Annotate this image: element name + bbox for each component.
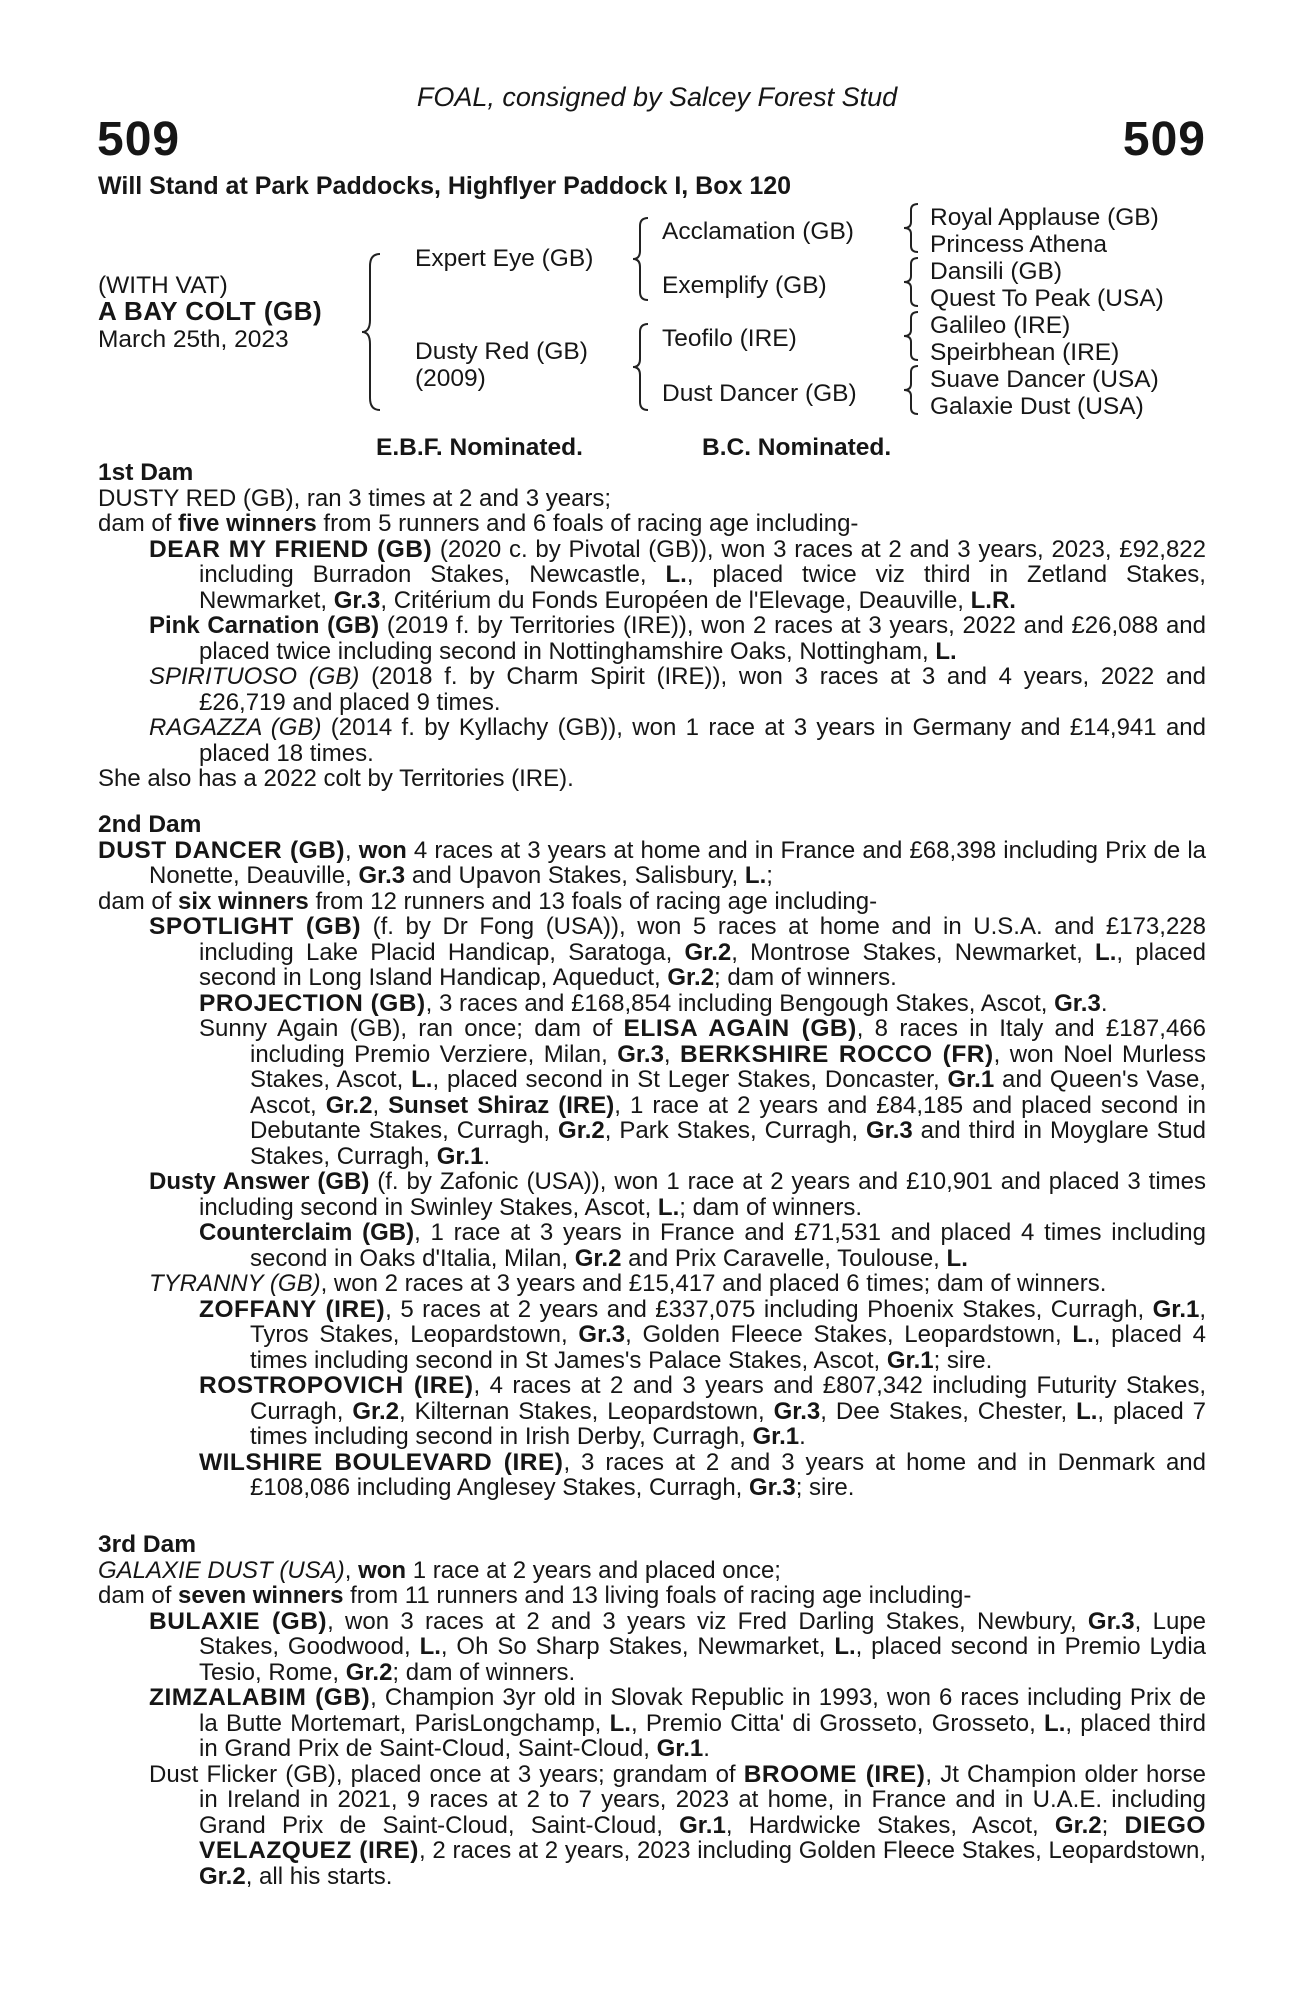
consignor-line: FOAL, consigned by Salcey Forest Stud	[416, 82, 898, 112]
pedigree-brace-dam	[630, 322, 652, 412]
produce-entry-dusty-answer: Dusty Answer (GB) (f. by Zafonic (USA)), won 1 race at 2 years and £10,901 and placed 3 times including second in Swinley Stakes, Ascot, L.; dam of winners.	[149, 1168, 1207, 1221]
ebf-nomination: E.B.F. Nominated.	[376, 434, 583, 461]
second-dam-heading: 2nd Dam	[98, 811, 202, 838]
lot-subject-name: A BAY COLT (GB)	[98, 296, 323, 326]
third-dam-produce-summary: dam of seven winners from 11 runners and 13 living foals of racing age including-	[98, 1582, 972, 1609]
pedigree-brace-ss	[900, 202, 922, 254]
produce-entry-wilshire-boulevard: WILSHIRE BOULEVARD (IRE), 3 races at 2 and 3 years at home and in Denmark and £108,086 including Anglesey Stakes, Curragh, Gr.3; sire.	[199, 1448, 1206, 1501]
first-dam-line: DUSTY RED (GB), ran 3 times at 2 and 3 years;	[98, 484, 612, 512]
pedigree-sss: Royal Applause (GB)	[930, 204, 1159, 231]
pedigree-dam: Dusty Red (GB)	[415, 338, 588, 365]
produce-entry-sunny-again: Sunny Again (GB), ran once; dam of ELISA AGAIN (GB), 8 races in Italy and £187,466 including Premio Verziere, Milan, Gr.3, BERKSHIRE ROCCO (FR), won Noel Murless Stakes, Ascot, L., placed second in St Leger Stakes, Doncaster, Gr.1 and Queen's Vase, Ascot, Gr.2, Sunset Shiraz (IRE), 1 race at 2 years and £84,185 and placed second in Debutante Stakes, Curragh, Gr.2, Park Stakes, Curragh, Gr.3 and third in Moyglare Stud Stakes, Curragh, Gr.1.	[199, 1015, 1207, 1170]
produce-entry-bulaxie: BULAXIE (GB), won 3 races at 2 and 3 years viz Fred Darling Stakes, Newbury, Gr.3, Lupe Stakes, Goodwood, L., Oh So Sharp Stakes, Newmarket, L., placed second in Premio Lydia Tesio, Rome, Gr.2; dam of winners.	[149, 1607, 1206, 1686]
pedigree-ssd: Princess Athena	[930, 231, 1108, 258]
third-dam-heading: 3rd Dam	[98, 1531, 197, 1558]
produce-entry-pink-carnation: Pink Carnation (GB) (2019 f. by Territories (IRE)), won 2 races at 3 years, 2022 and £26,088 and placed twice including second in Nottinghamshire Oaks, Nottingham, L.	[149, 612, 1206, 665]
lot-number-left: 509	[97, 113, 181, 166]
produce-entry-zoffany: ZOFFANY (IRE), 5 races at 2 years and £337,075 including Phoenix Stakes, Curragh, Gr.1, Tyros Stakes, Leopardstown, Gr.3, Golden Fleece Stakes, Leopardstown, L., placed 4 times including second in St James's Palace Stakes, Ascot, Gr.1; sire.	[199, 1295, 1207, 1374]
pedigree-dam-sire: Teofilo (IRE)	[662, 325, 797, 352]
vat-label: (WITH VAT)	[98, 272, 228, 299]
pedigree-sire: Expert Eye (GB)	[415, 245, 594, 272]
pedigree-dds: Suave Dancer (USA)	[930, 366, 1159, 393]
lot-number-right: 509	[1122, 113, 1206, 166]
pedigree-dsd: Speirbhean (IRE)	[930, 339, 1120, 366]
second-dam-produce-summary: dam of six winners from 12 runners and 13 foals of racing age including-	[98, 887, 878, 915]
produce-entry-projection: PROJECTION (GB), 3 races and £168,854 including Bengough Stakes, Ascot, Gr.3.	[199, 989, 1108, 1017]
first-dam-section	[98, 460, 1206, 792]
produce-entry-spirituoso: SPIRITUOSO (GB) (2018 f. by Charm Spirit (IRE)), won 3 races at 3 and 4 years, 2022 and £26,719 and placed 9 times.	[149, 663, 1206, 716]
first-dam-produce-summary: dam of five winners from 5 runners and 6 foals of racing age including-	[98, 510, 859, 537]
bc-nomination: B.C. Nominated.	[702, 434, 892, 461]
first-dam-heading: 1st Dam	[98, 459, 194, 486]
pedigree-brace-main	[360, 252, 390, 412]
pedigree-dss: Galileo (IRE)	[930, 312, 1071, 339]
produce-entry-dear-my-friend: DEAR MY FRIEND (GB) (2020 c. by Pivotal (GB)), won 3 races at 2 and 3 years, 2023, £92,822 including Burradon Stakes, Newcastle, L., placed twice viz third in Zetland Stakes, Newmarket, Gr.3, Critérium du Fonds Européen de l'Elevage, Deauville, L.R.	[149, 535, 1206, 614]
pedigree-sire-dam: Exemplify (GB)	[662, 272, 827, 299]
produce-entry-counterclaim: Counterclaim (GB), 1 race at 3 years in France and £71,531 and placed 4 times including second in Oaks d'Italia, Milan, Gr.2 and Prix Caravelle, Toulouse, L.	[199, 1219, 1207, 1272]
pedigree-sire-sire: Acclamation (GB)	[662, 218, 854, 245]
third-dam-section	[98, 1532, 1206, 1889]
pedigree-dam-dam: Dust Dancer (GB)	[662, 380, 857, 407]
foaling-date: March 25th, 2023	[98, 326, 289, 353]
produce-entry-spotlight: SPOTLIGHT (GB) (f. by Dr Fong (USA)), won 5 races at home and in U.S.A. and £173,228 including Lake Placid Handicap, Saratoga, Gr.2, Montrose Stakes, Newmarket, L., placed second in Long Island Handicap, Aqueduct, Gr.2; dam of winners.	[149, 913, 1206, 991]
second-dam-record: DUST DANCER (GB), won 4 races at 3 years at home and in France and £68,398 including Prix de la Nonette, Deauville, Gr.3 and Upavon Stakes, Salisbury, L.;	[98, 836, 1207, 889]
pedigree-sds: Dansili (GB)	[930, 258, 1063, 285]
pedigree-ddd: Galaxie Dust (USA)	[930, 393, 1144, 420]
pedigree-brace-dd	[900, 364, 922, 416]
produce-entry-rostropovich: ROSTROPOVICH (IRE), 4 races at 2 and 3 years and £807,342 including Futurity Stakes, Curragh, Gr.2, Kilternan Stakes, Leopardstown, Gr.3, Dee Stakes, Chester, L., placed 7 times including second in Irish Derby, Curragh, Gr.1.	[199, 1372, 1207, 1450]
pedigree-sdd: Quest To Peak (USA)	[930, 285, 1164, 312]
produce-entry-zimzalabim: ZIMZALABIM (GB), Champion 3yr old in Slovak Republic in 1993, won 6 races including Prix de la Butte Mortemart, ParisLongchamp, L., Premio Citta' di Grosseto, Grosseto, L., placed third in Grand Prix de Saint-Cloud, Saint-Cloud, Gr.1.	[149, 1684, 1206, 1762]
produce-entry-ragazza: RAGAZZA (GB) (2014 f. by Kyllachy (GB)), won 1 race at 3 years in Germany and £14,941 and placed 18 times.	[149, 714, 1207, 767]
stand-location: Will Stand at Park Paddocks, Highflyer Paddock I, Box 120	[98, 172, 792, 200]
pedigree-brace-sire	[630, 216, 652, 302]
pedigree-brace-sd	[900, 256, 922, 308]
produce-entry-dust-flicker: Dust Flicker (GB), placed once at 3 years; grandam of BROOME (IRE), Jt Champion older horse in Ireland in 2021, 9 races at 2 to 7 years, 2023 at home, in France and in U.A.E. including Grand Prix de Saint-Cloud, Saint-Cloud, Gr.1, Hardwicke Stakes, Ascot, Gr.2; DIEGO VELAZQUEZ (IRE), 2 races at 2 years, 2023 including Golden Fleece Stakes, Leopardstown, Gr.2, all his starts.	[149, 1760, 1207, 1890]
first-dam-also: She also has a 2022 colt by Territories (IRE).	[98, 765, 574, 792]
pedigree-dam-year: (2009)	[415, 365, 486, 392]
third-dam-record: GALAXIE DUST (USA), won 1 race at 2 years and placed once;	[98, 1556, 781, 1584]
produce-entry-tyranny: TYRANNY (GB), won 2 races at 3 years and £15,417 and placed 6 times; dam of winners.	[149, 1270, 1107, 1297]
pedigree-brace-ds	[900, 310, 922, 362]
second-dam-section	[98, 812, 1206, 1501]
